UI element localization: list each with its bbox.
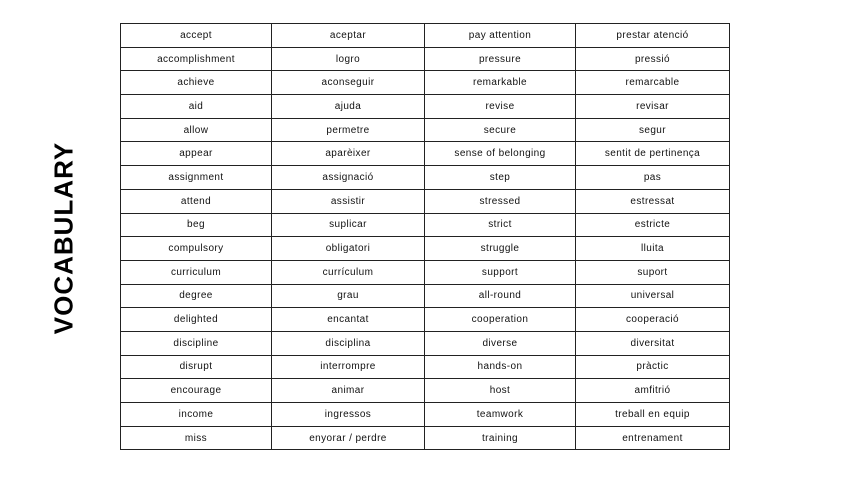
english-term-cell: teamwork bbox=[425, 403, 576, 427]
table-row bbox=[121, 189, 730, 213]
table-row bbox=[121, 213, 730, 237]
english-term-cell: stressed bbox=[425, 189, 576, 213]
english-term-cell: pay attention bbox=[425, 24, 576, 48]
translation-cell: prestar atenció bbox=[576, 24, 730, 48]
table-row bbox=[121, 403, 730, 427]
english-term-cell: diverse bbox=[425, 331, 576, 355]
english-term-cell: struggle bbox=[425, 237, 576, 261]
english-term-cell: accept bbox=[121, 24, 272, 48]
translation-cell: segur bbox=[576, 118, 730, 142]
english-term-cell: allow bbox=[121, 118, 272, 142]
english-term-cell: step bbox=[425, 166, 576, 190]
english-term-cell: host bbox=[425, 379, 576, 403]
table-row bbox=[121, 118, 730, 142]
table-row bbox=[121, 426, 730, 450]
english-term-cell: miss bbox=[121, 426, 272, 450]
translation-cell: aceptar bbox=[272, 24, 425, 48]
translation-cell: permetre bbox=[272, 118, 425, 142]
translation-cell: cooperació bbox=[576, 308, 730, 332]
english-term-cell: compulsory bbox=[121, 237, 272, 261]
translation-cell: suport bbox=[576, 260, 730, 284]
english-term-cell: strict bbox=[425, 213, 576, 237]
translation-cell: lluita bbox=[576, 237, 730, 261]
table-row bbox=[121, 24, 730, 48]
vocabulary-table bbox=[120, 23, 730, 450]
english-term-cell: delighted bbox=[121, 308, 272, 332]
english-term-cell: secure bbox=[425, 118, 576, 142]
translation-cell: obligatori bbox=[272, 237, 425, 261]
translation-cell: animar bbox=[272, 379, 425, 403]
translation-cell: logro bbox=[272, 47, 425, 71]
translation-cell: aparèixer bbox=[272, 142, 425, 166]
table-row bbox=[121, 331, 730, 355]
translation-cell: disciplina bbox=[272, 331, 425, 355]
translation-cell: ingressos bbox=[272, 403, 425, 427]
table-row bbox=[121, 237, 730, 261]
english-term-cell: training bbox=[425, 426, 576, 450]
english-term-cell: assignment bbox=[121, 166, 272, 190]
english-term-cell: aid bbox=[121, 95, 272, 119]
english-term-cell: curriculum bbox=[121, 260, 272, 284]
translation-cell: ajuda bbox=[272, 95, 425, 119]
table-row bbox=[121, 308, 730, 332]
translation-cell: pressió bbox=[576, 47, 730, 71]
english-term-cell: pressure bbox=[425, 47, 576, 71]
translation-cell: sentit de pertinença bbox=[576, 142, 730, 166]
translation-cell: estressat bbox=[576, 189, 730, 213]
translation-cell: treball en equip bbox=[576, 403, 730, 427]
translation-cell: suplicar bbox=[272, 213, 425, 237]
translation-cell: aconseguir bbox=[272, 71, 425, 95]
english-term-cell: sense of belonging bbox=[425, 142, 576, 166]
translation-cell: currículum bbox=[272, 260, 425, 284]
table-row bbox=[121, 142, 730, 166]
english-term-cell: attend bbox=[121, 189, 272, 213]
english-term-cell: appear bbox=[121, 142, 272, 166]
translation-cell: revisar bbox=[576, 95, 730, 119]
table-row bbox=[121, 71, 730, 95]
english-term-cell: revise bbox=[425, 95, 576, 119]
translation-cell: assignació bbox=[272, 166, 425, 190]
english-term-cell: hands-on bbox=[425, 355, 576, 379]
translation-cell: interrompre bbox=[272, 355, 425, 379]
translation-cell: estricte bbox=[576, 213, 730, 237]
table-row bbox=[121, 379, 730, 403]
english-term-cell: all-round bbox=[425, 284, 576, 308]
table-row bbox=[121, 47, 730, 71]
table-row bbox=[121, 355, 730, 379]
table-row bbox=[121, 95, 730, 119]
translation-cell: remarcable bbox=[576, 71, 730, 95]
english-term-cell: support bbox=[425, 260, 576, 284]
english-term-cell: income bbox=[121, 403, 272, 427]
translation-cell: diversitat bbox=[576, 331, 730, 355]
english-term-cell: discipline bbox=[121, 331, 272, 355]
translation-cell: encantat bbox=[272, 308, 425, 332]
translation-cell: pràctic bbox=[576, 355, 730, 379]
translation-cell: amfitrió bbox=[576, 379, 730, 403]
english-term-cell: encourage bbox=[121, 379, 272, 403]
table-row bbox=[121, 284, 730, 308]
english-term-cell: accomplishment bbox=[121, 47, 272, 71]
english-term-cell: cooperation bbox=[425, 308, 576, 332]
english-term-cell: degree bbox=[121, 284, 272, 308]
english-term-cell: disrupt bbox=[121, 355, 272, 379]
english-term-cell: remarkable bbox=[425, 71, 576, 95]
translation-cell: assistir bbox=[272, 189, 425, 213]
translation-cell: entrenament bbox=[576, 426, 730, 450]
page-title: VOCABULARY bbox=[48, 141, 79, 335]
translation-cell: pas bbox=[576, 166, 730, 190]
vocabulary-table-body bbox=[121, 24, 730, 450]
translation-cell: enyorar / perdre bbox=[272, 426, 425, 450]
table-row bbox=[121, 166, 730, 190]
english-term-cell: achieve bbox=[121, 71, 272, 95]
translation-cell: grau bbox=[272, 284, 425, 308]
table-row bbox=[121, 260, 730, 284]
translation-cell: universal bbox=[576, 284, 730, 308]
english-term-cell: beg bbox=[121, 213, 272, 237]
